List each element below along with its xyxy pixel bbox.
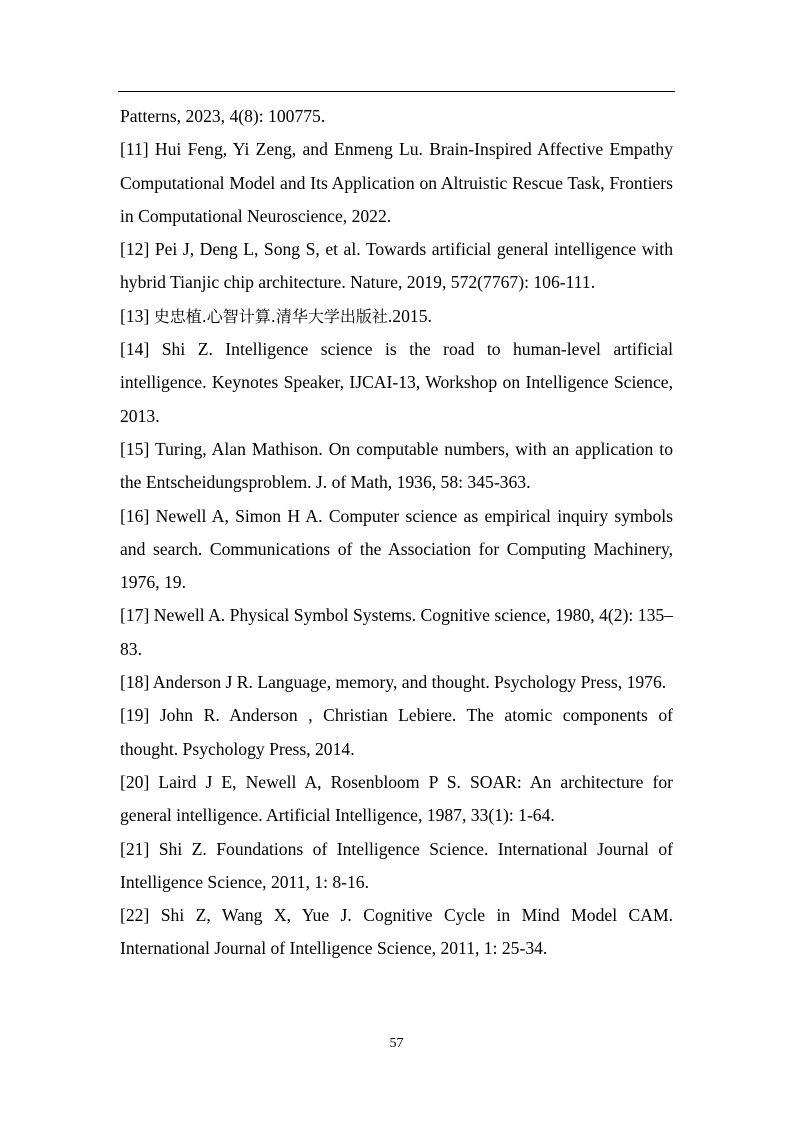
reference-21: [21] Shi Z. Foundations of Intelligence Science. International Journal of Intelligence Science, 2011, 1: 8-16.	[120, 838, 673, 892]
reference-20: [20] Laird J E, Newell A, Rosenbloom P S. SOAR: An architecture for general intelligence. Artificial Intelligence, 1987, 33(1): 1-64.	[120, 771, 673, 826]
reference-17: [17] Newell A. Physical Symbol Systems. Cognitive science, 1980, 4(2): 135–83.	[120, 605, 673, 659]
header-rule	[118, 91, 675, 92]
reference-12: [12] Pei J, Deng L, Song S, et al. Towards artificial general intelligence with hybrid Tianjic chip architecture. Nature, 2019, 572(7767): 106-111.	[120, 239, 673, 293]
reference-14: [14] Shi Z. Intelligence science is the road to human-level artificial intelligence. Keynotes Speaker, IJCAI-13, Workshop on Intelligence Science, 2013.	[120, 339, 673, 426]
reference-13-number: [13]	[120, 305, 154, 326]
reference-22: [22] Shi Z, Wang X, Yue J. Cognitive Cycle in Mind Model CAM. International Journal of Intelligence Science, 2011, 1: 25-34.	[120, 905, 673, 959]
reference-list	[120, 100, 673, 966]
reference-15: [15] Turing, Alan Mathison. On computable numbers, with an application to the Entscheidungsproblem. J. of Math, 1936, 58: 345-363.	[120, 438, 673, 493]
reference-11: [11] Hui Feng, Yi Zeng, and Enmeng Lu. Brain-Inspired Affective Empathy Computational Model and Its Application on Altruistic Rescue Task, Frontiers in Computational Neuroscience, 2022.	[120, 139, 673, 226]
reference-13	[120, 300, 673, 333]
reference-18: [18] Anderson J R. Language, memory, and thought. Psychology Press, 1976.	[120, 672, 667, 693]
reference-16: [16] Newell A, Simon H A. Computer science as empirical inquiry symbols and search. Communications of the Association for Computing Machinery, 1976, 19.	[120, 505, 673, 593]
reference-19: [19] John R. Anderson , Christian Lebiere. The atomic components of thought. Psychology Press, 2014.	[120, 705, 673, 759]
reference-13-chinese-text: 史忠植.心智计算.清华大学出版社	[153, 306, 388, 326]
reference-continuation: Patterns, 2023, 4(8): 100775.	[120, 106, 326, 126]
page-number: 57	[389, 1036, 404, 1051]
reference-13-year: .2015.	[387, 305, 432, 326]
